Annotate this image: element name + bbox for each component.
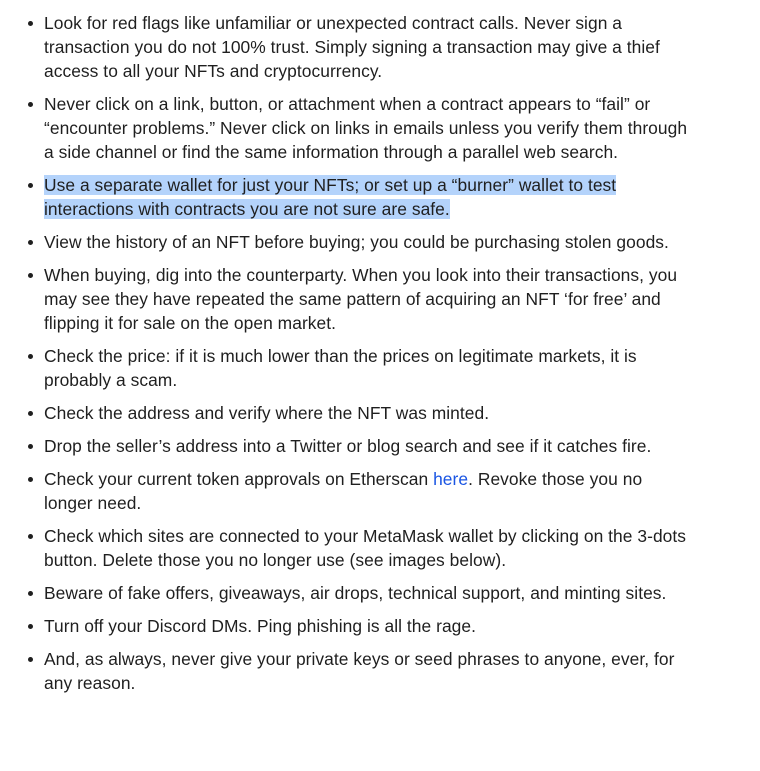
tip-text-after-link: . Revoke those you no longer need. <box>44 469 643 513</box>
tip-item-token-approvals <box>44 467 694 515</box>
tip-text: View the history of an NFT before buying; you could be purchasing stolen goods. <box>44 232 669 252</box>
tip-item-metamask-sites <box>44 524 694 572</box>
tip-text: Check which sites are connected to your MetaMask wallet by clicking on the 3-dots button. Delete those you no longer use (see images below). <box>44 526 687 570</box>
tip-text: Check the price: if it is much lower than the prices on legitimate markets, it is probably a scam. <box>44 346 637 390</box>
tip-item-fake-offers <box>44 581 694 605</box>
tip-text: Check the address and verify where the NFT was minted. <box>44 403 490 423</box>
etherscan-link[interactable]: here <box>433 469 469 489</box>
tip-text: Beware of fake offers, giveaways, air drops, technical support, and minting sites. <box>44 583 667 603</box>
selected-tip-text: Use a separate wallet for just your NFTs; or set up a “burner” wallet to test interactions with contracts you are not sure are safe. <box>44 175 617 219</box>
tip-item-discord-dms <box>44 614 694 638</box>
tip-text-before-link: Check your current token approvals on Etherscan <box>44 469 434 489</box>
tip-item-never-click <box>44 92 694 164</box>
tip-item-separate-wallet <box>44 173 694 221</box>
tip-text: Drop the seller’s address into a Twitter or blog search and see if it catches fire. <box>44 436 652 456</box>
tip-item-red-flags <box>44 11 694 83</box>
tip-item-private-keys <box>44 647 694 695</box>
tip-item-seller-search <box>44 434 694 458</box>
tip-item-check-address <box>44 401 694 425</box>
tip-item-check-price <box>44 344 694 392</box>
tip-text: When buying, dig into the counterparty. When you look into their transactions, you may see they have repeated the same pattern of acquiring an NFT ‘for free’ and flipping it for sale on the open market. <box>44 265 678 333</box>
tip-text: Look for red flags like unfamiliar or unexpected contract calls. Never sign a transaction you do not 100% trust. Simply signing a transaction may give a thief access to all your NFTs and cryptocurrency. <box>44 13 660 81</box>
tip-item-nft-history <box>44 230 694 254</box>
tip-text: Never click on a link, button, or attachment when a contract appears to “fail” or “encounter problems.” Never click on links in emails unless you verify them through a side channel or find the same information through a parallel web search. <box>44 94 688 162</box>
tip-text: And, as always, never give your private keys or seed phrases to anyone, ever, for any reason. <box>44 649 675 693</box>
tip-text: Turn off your Discord DMs. Ping phishing is all the rage. <box>44 616 477 636</box>
tip-item-counterparty <box>44 263 694 335</box>
